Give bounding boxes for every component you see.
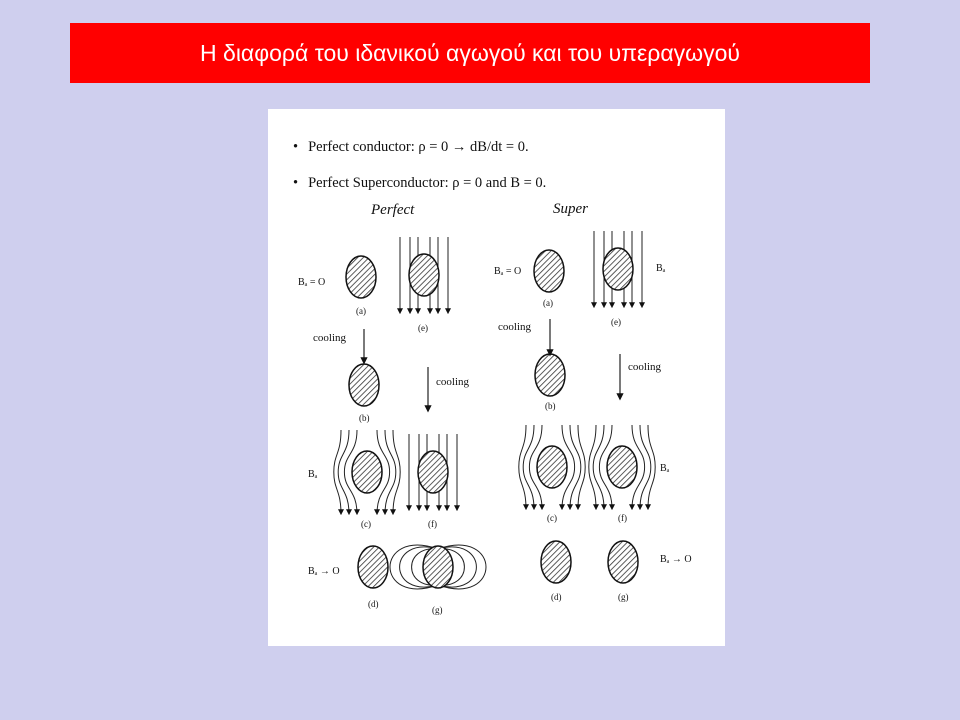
label-super-cooling-1: cooling <box>498 321 531 333</box>
specimen-super-a <box>534 250 564 292</box>
title-banner <box>70 23 870 83</box>
specimen-perfect-g <box>423 546 453 588</box>
label-super-ba-e: Bₐ <box>656 263 666 274</box>
specimen-super-b <box>535 354 565 396</box>
label-perfect-cooling-2: cooling <box>436 376 469 388</box>
magnetization-diagram <box>268 109 725 646</box>
specimen-super-d <box>541 541 571 583</box>
label-super-f: (f) <box>618 513 627 523</box>
field-super-c-line <box>519 425 526 509</box>
field-super-c-line <box>578 425 585 509</box>
label-super-d: (d) <box>551 592 562 602</box>
specimen-super-f <box>607 446 637 488</box>
specimen-super-c <box>537 446 567 488</box>
scanned-figure <box>268 109 725 646</box>
slide-title: Η διαφορά του ιδανικού αγωγού και του υπεραγωγού <box>200 39 740 66</box>
specimen-perfect-c <box>352 451 382 493</box>
label-perfect-cooling-1: cooling <box>313 332 346 344</box>
label-perfect-a: (a) <box>356 306 366 316</box>
bullet-text: Perfect Superconductor: ρ = 0 and B = 0. <box>308 175 547 191</box>
label-super-b: (b) <box>545 401 556 411</box>
field-perfect-c-line <box>334 430 341 514</box>
column-heading-perfect: Perfect <box>371 202 415 218</box>
label-super-ba-to-zero: Bₐ → O <box>660 554 692 565</box>
label-super-a: (a) <box>543 298 553 308</box>
bullet-text: Perfect conductor: ρ = 0 → dB/dt = 0. <box>308 139 529 155</box>
bullet-dot-icon: • <box>293 139 299 155</box>
label-super-ba-zero: Bₐ = O <box>494 266 522 277</box>
label-perfect-d: (d) <box>368 599 379 609</box>
specimen-perfect-a <box>346 256 376 298</box>
label-super-c: (c) <box>547 513 557 523</box>
label-super-g: (g) <box>618 592 629 602</box>
field-super-f-line <box>648 425 655 509</box>
label-perfect-f: (f) <box>428 519 437 529</box>
label-super-ba-f: Bₐ <box>660 463 670 474</box>
field-super-f-line <box>589 425 596 509</box>
specimen-perfect-b <box>349 364 379 406</box>
specimen-super-g <box>608 541 638 583</box>
label-perfect-ba-zero: Bₐ = O <box>298 277 326 288</box>
label-perfect-e: (e) <box>418 323 428 333</box>
specimen-perfect-f <box>418 451 448 493</box>
bullet-dot-icon: • <box>293 175 299 191</box>
column-heading-super: Super <box>553 201 588 217</box>
specimen-perfect-d <box>358 546 388 588</box>
field-perfect-c-line <box>393 430 400 514</box>
specimen-super-e <box>603 248 633 290</box>
label-perfect-c: (c) <box>361 519 371 529</box>
label-perfect-ba-c: Bₐ <box>308 469 318 480</box>
label-perfect-ba-to-zero: Bₐ → O <box>308 566 340 577</box>
label-perfect-g: (g) <box>432 605 443 615</box>
label-super-e: (e) <box>611 317 621 327</box>
specimen-perfect-e <box>409 254 439 296</box>
label-perfect-b: (b) <box>359 413 370 423</box>
label-super-cooling-2: cooling <box>628 361 661 373</box>
